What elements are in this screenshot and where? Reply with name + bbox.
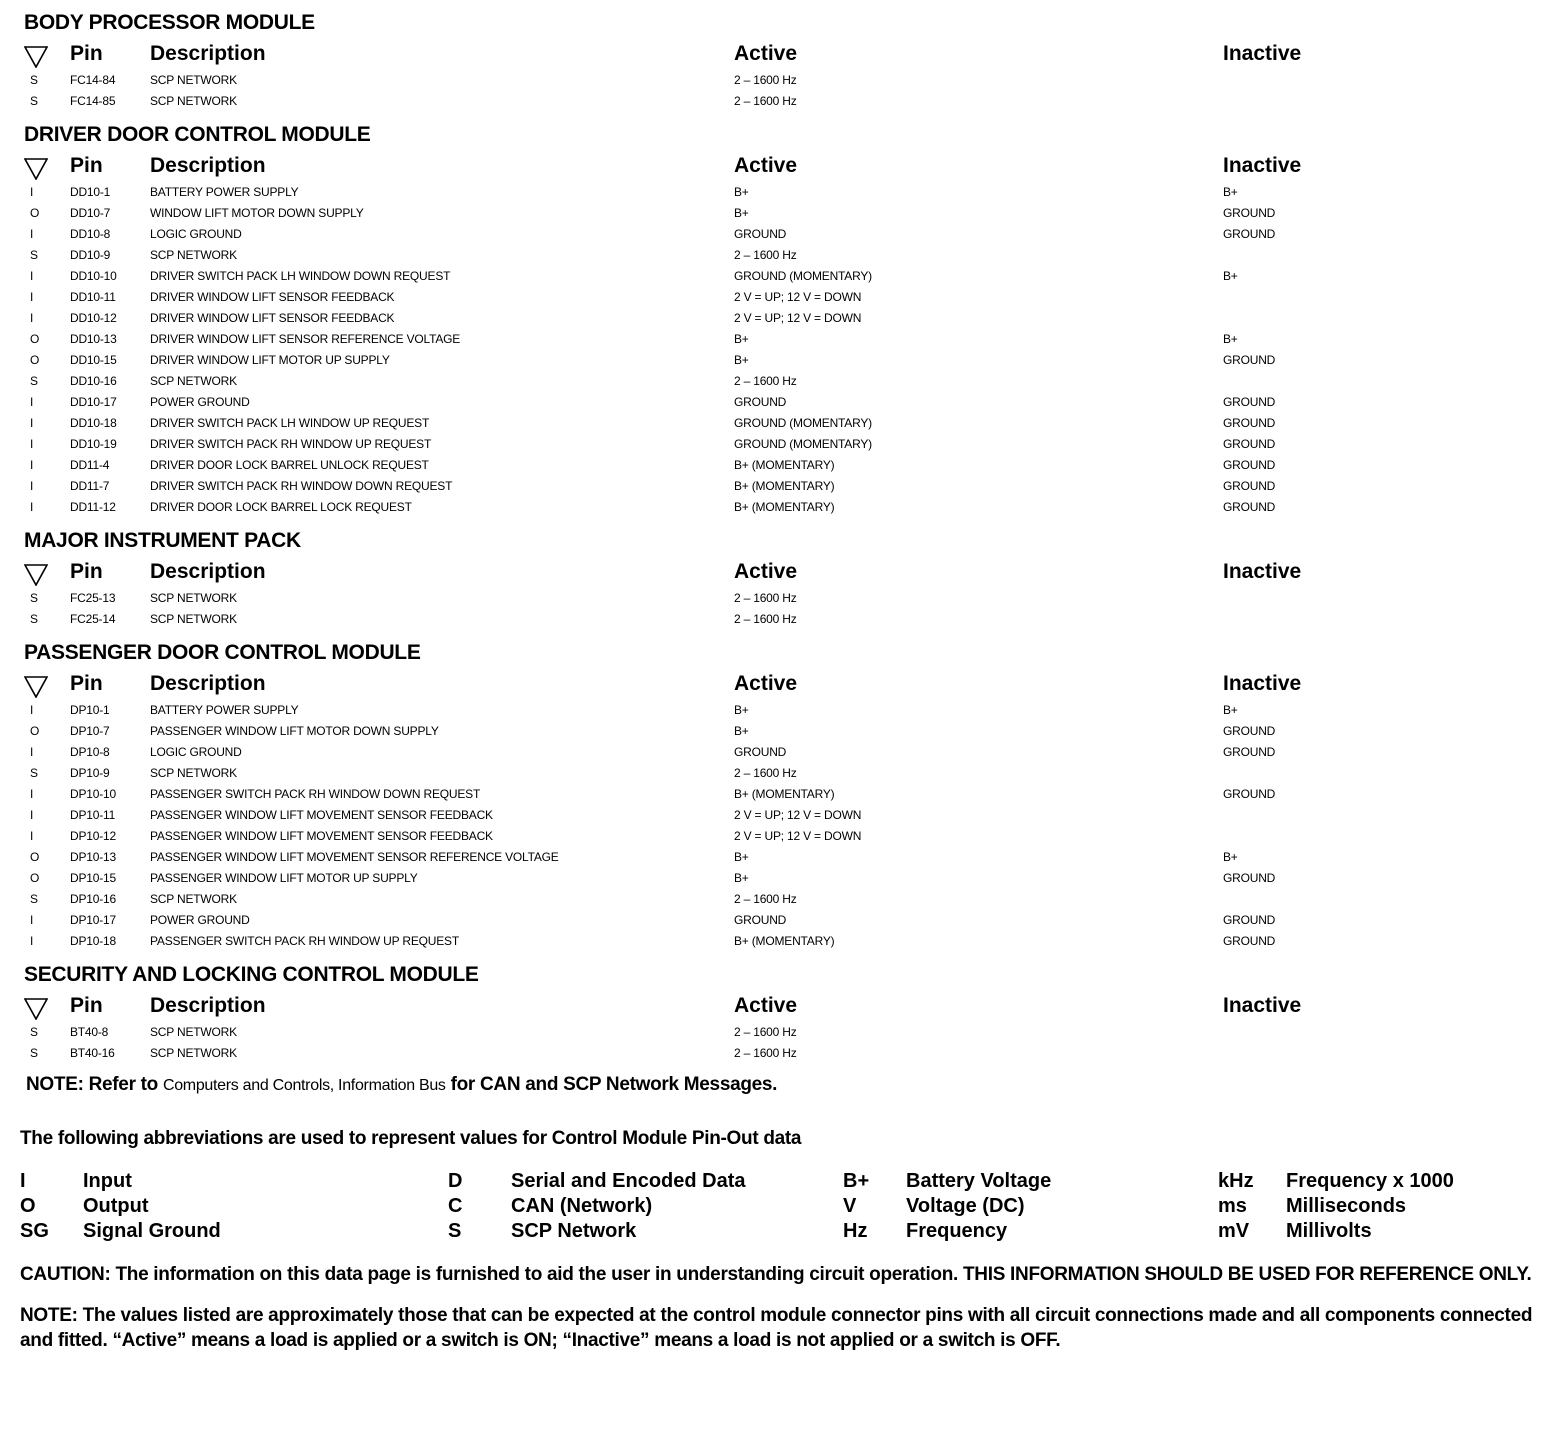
table-row [20, 889, 1550, 910]
inactive-value: GROUND [1223, 913, 1276, 927]
pin-description: SCP NETWORK [150, 612, 237, 626]
abbreviations-legend [20, 1170, 1550, 1248]
table-row [20, 70, 1550, 91]
active-value: GROUND [734, 227, 787, 241]
active-value: 2 V = UP; 12 V = DOWN [734, 808, 862, 822]
pin-type: S [30, 1046, 38, 1060]
table-row [20, 91, 1550, 112]
triangle-symbol-icon [24, 564, 48, 586]
module-title: MAJOR INSTRUMENT PACK [24, 529, 301, 552]
active-value: B+ (MOMENTARY) [734, 500, 835, 514]
pin-id: DP10-18 [70, 934, 116, 948]
pin-id: FC14-84 [70, 73, 116, 87]
header-description: Description [150, 154, 266, 177]
inactive-value: GROUND [1223, 724, 1276, 738]
table-row [20, 329, 1550, 350]
network-note [26, 1074, 1550, 1096]
pin-description: PASSENGER WINDOW LIFT MOTOR DOWN SUPPLY [150, 724, 439, 738]
table-row [20, 203, 1550, 224]
table-header [20, 40, 1550, 70]
table-row [20, 413, 1550, 434]
active-value: B+ (MOMENTARY) [734, 458, 835, 472]
table-row [20, 931, 1550, 952]
abbreviation-code: ms [1218, 1195, 1247, 1217]
pin-id: DD10-11 [70, 290, 116, 304]
header-active: Active [734, 154, 798, 177]
table-row [20, 266, 1550, 287]
pin-description: SCP NETWORK [150, 1046, 237, 1060]
abbreviation-meaning: Voltage (DC) [906, 1195, 1025, 1217]
active-value: 2 – 1600 Hz [734, 1025, 797, 1039]
active-value: 2 V = UP; 12 V = DOWN [734, 311, 862, 325]
table-row [20, 763, 1550, 784]
pin-id: DP10-15 [70, 871, 116, 885]
pin-description: PASSENGER SWITCH PACK RH WINDOW UP REQUEST [150, 934, 459, 948]
pin-description: DRIVER WINDOW LIFT MOTOR UP SUPPLY [150, 353, 390, 367]
pin-id: FC14-85 [70, 94, 116, 108]
active-value: B+ [734, 724, 749, 738]
inactive-value: GROUND [1223, 437, 1276, 451]
pin-description: DRIVER SWITCH PACK RH WINDOW UP REQUEST [150, 437, 432, 451]
active-value: GROUND (MOMENTARY) [734, 416, 872, 430]
pin-type: I [30, 290, 34, 304]
active-value: 2 – 1600 Hz [734, 374, 797, 388]
active-value: B+ (MOMENTARY) [734, 934, 835, 948]
pin-description: DRIVER SWITCH PACK LH WINDOW UP REQUEST [150, 416, 430, 430]
pin-description: BATTERY POWER SUPPLY [150, 185, 299, 199]
table-row [20, 847, 1550, 868]
pin-type: I [30, 829, 34, 843]
abbreviation-meaning: Battery Voltage [906, 1170, 1052, 1192]
pin-id: DD10-12 [70, 311, 117, 325]
pin-id: DD11-4 [70, 458, 110, 472]
table-row [20, 1043, 1550, 1064]
inactive-value: B+ [1223, 703, 1238, 717]
module-title: SECURITY AND LOCKING CONTROL MODULE [24, 963, 479, 986]
pin-description: POWER GROUND [150, 913, 250, 927]
abbreviation-meaning: Output [83, 1195, 149, 1217]
active-value: 2 – 1600 Hz [734, 892, 797, 906]
inactive-value: GROUND [1223, 416, 1276, 430]
pin-type: S [30, 766, 38, 780]
header-description: Description [150, 42, 266, 65]
pin-id: DP10-10 [70, 787, 116, 801]
inactive-value: GROUND [1223, 787, 1276, 801]
pin-id: DD11-12 [70, 500, 116, 514]
note-suffix: for CAN and SCP Network Messages. [445, 1074, 778, 1095]
active-value: B+ [734, 703, 749, 717]
active-value: 2 – 1600 Hz [734, 248, 797, 262]
pin-description: SCP NETWORK [150, 248, 237, 262]
pin-id: DD10-1 [70, 185, 111, 199]
pin-id: DD10-7 [70, 206, 111, 220]
triangle-symbol-icon [24, 998, 48, 1020]
inactive-value: GROUND [1223, 500, 1276, 514]
pin-id: DP10-16 [70, 892, 116, 906]
inactive-value: GROUND [1223, 395, 1276, 409]
header-description: Description [150, 672, 266, 695]
active-value: B+ [734, 353, 749, 367]
active-value: GROUND (MOMENTARY) [734, 437, 872, 451]
pin-type: I [30, 787, 34, 801]
pin-id: DD10-16 [70, 374, 117, 388]
inactive-value: GROUND [1223, 934, 1276, 948]
header-inactive: Inactive [1223, 154, 1302, 177]
active-value: GROUND (MOMENTARY) [734, 269, 872, 283]
abbreviation-code: Hz [843, 1220, 868, 1242]
table-row [20, 371, 1550, 392]
abbreviation-meaning: Millivolts [1286, 1220, 1372, 1242]
pin-type: S [30, 591, 38, 605]
module-section [20, 640, 1550, 952]
pin-type: O [30, 332, 40, 346]
pin-type: I [30, 500, 34, 514]
pin-description: DRIVER DOOR LOCK BARREL UNLOCK REQUEST [150, 458, 429, 472]
abbreviation-meaning: Signal Ground [83, 1220, 221, 1242]
table-row [20, 805, 1550, 826]
pin-type: I [30, 311, 34, 325]
header-description: Description [150, 994, 266, 1017]
table-row [20, 392, 1550, 413]
table-row [20, 826, 1550, 847]
header-inactive: Inactive [1223, 560, 1302, 583]
pin-description: PASSENGER WINDOW LIFT MOVEMENT SENSOR REFERENCE VOLTAGE [150, 850, 559, 864]
header-inactive: Inactive [1223, 994, 1302, 1017]
header-pin: Pin [70, 672, 103, 695]
pin-id: DP10-8 [70, 745, 110, 759]
pin-id: DP10-9 [70, 766, 110, 780]
table-row [20, 182, 1550, 203]
table-row [20, 1022, 1550, 1043]
pin-type: I [30, 745, 34, 759]
table-row [20, 910, 1550, 931]
abbreviation-meaning: CAN (Network) [511, 1195, 653, 1217]
pin-description: DRIVER DOOR LOCK BARREL LOCK REQUEST [150, 500, 412, 514]
abbreviation-code: S [448, 1220, 462, 1242]
table-row [20, 721, 1550, 742]
table-row [20, 784, 1550, 805]
pin-description: WINDOW LIFT MOTOR DOWN SUPPLY [150, 206, 364, 220]
inactive-value: B+ [1223, 850, 1238, 864]
triangle-symbol-icon [24, 46, 48, 68]
abbreviation-meaning: Input [83, 1170, 132, 1192]
pin-description: POWER GROUND [150, 395, 250, 409]
abbreviation-row [20, 1220, 1550, 1245]
abbreviation-meaning: Serial and Encoded Data [511, 1170, 746, 1192]
pin-type: I [30, 479, 34, 493]
table-row [20, 609, 1550, 630]
pin-description: PASSENGER SWITCH PACK RH WINDOW DOWN REQUEST [150, 787, 481, 801]
header-active: Active [734, 560, 798, 583]
pin-description: PASSENGER WINDOW LIFT MOVEMENT SENSOR FEEDBACK [150, 808, 493, 822]
inactive-value: GROUND [1223, 353, 1276, 367]
pin-id: DD10-10 [70, 269, 117, 283]
pin-type: I [30, 437, 34, 451]
note-prefix: NOTE: Refer to [26, 1074, 163, 1095]
abbreviations-intro: The following abbreviations are used to represent values for Control Module Pin-Out data [20, 1128, 802, 1149]
table-header [20, 558, 1550, 588]
active-value: 2 – 1600 Hz [734, 94, 797, 108]
abbreviation-code: SG [20, 1220, 49, 1242]
module-title: DRIVER DOOR CONTROL MODULE [24, 123, 371, 146]
pin-id: DP10-13 [70, 850, 116, 864]
pin-type: S [30, 73, 38, 87]
inactive-value: B+ [1223, 269, 1238, 283]
table-header [20, 670, 1550, 700]
pin-type: O [30, 724, 40, 738]
pin-type: S [30, 248, 38, 262]
note-reference: Computers and Controls, Information Bus [162, 1077, 446, 1094]
module-section [20, 122, 1550, 518]
pin-id: BT40-16 [70, 1046, 115, 1060]
pin-description: PASSENGER WINDOW LIFT MOVEMENT SENSOR FEEDBACK [150, 829, 493, 843]
pin-description: SCP NETWORK [150, 73, 237, 87]
module-section [20, 962, 1550, 1064]
pin-type: I [30, 458, 34, 472]
values-note: NOTE: The values listed are approximately those that can be expected at the control module connector pins with all circuit connections made and all components connected and fitted. “Active” means a load is applied or a switch is ON; “Inactive” means a load is not applied or a switch is OFF. [20, 1305, 1533, 1351]
pin-description: SCP NETWORK [150, 94, 237, 108]
active-value: B+ [734, 185, 749, 199]
pin-description: SCP NETWORK [150, 892, 237, 906]
pin-description: BATTERY POWER SUPPLY [150, 703, 299, 717]
pin-type: I [30, 185, 34, 199]
abbreviation-meaning: Frequency [906, 1220, 1008, 1242]
table-row [20, 497, 1550, 518]
inactive-value: GROUND [1223, 458, 1276, 472]
active-value: 2 – 1600 Hz [734, 1046, 797, 1060]
module-title: BODY PROCESSOR MODULE [24, 11, 315, 34]
pin-description: SCP NETWORK [150, 766, 237, 780]
table-row [20, 350, 1550, 371]
pin-type: S [30, 892, 38, 906]
pin-id: DP10-7 [70, 724, 110, 738]
active-value: B+ [734, 871, 749, 885]
abbreviation-code: kHz [1218, 1170, 1254, 1192]
pin-type: S [30, 1025, 38, 1039]
pin-type: O [30, 850, 40, 864]
table-row [20, 434, 1550, 455]
header-pin: Pin [70, 994, 103, 1017]
pin-id: DD10-8 [70, 227, 111, 241]
active-value: GROUND [734, 745, 787, 759]
inactive-value: GROUND [1223, 871, 1276, 885]
table-row [20, 224, 1550, 245]
header-pin: Pin [70, 560, 103, 583]
inactive-value: GROUND [1223, 745, 1276, 759]
header-description: Description [150, 560, 266, 583]
pin-id: DP10-11 [70, 808, 116, 822]
pin-type: O [30, 206, 40, 220]
active-value: 2 V = UP; 12 V = DOWN [734, 829, 862, 843]
pin-description: DRIVER SWITCH PACK RH WINDOW DOWN REQUEST [150, 479, 453, 493]
pin-description: DRIVER WINDOW LIFT SENSOR REFERENCE VOLTAGE [150, 332, 461, 346]
header-active: Active [734, 42, 798, 65]
abbreviation-code: D [448, 1170, 463, 1192]
pin-type: I [30, 269, 34, 283]
header-inactive: Inactive [1223, 672, 1302, 695]
pin-type: O [30, 353, 40, 367]
abbreviation-row [20, 1170, 1550, 1195]
table-header [20, 992, 1550, 1022]
table-row [20, 455, 1550, 476]
pin-id: DP10-1 [70, 703, 110, 717]
pin-description: SCP NETWORK [150, 591, 237, 605]
pin-type: S [30, 94, 38, 108]
pin-id: BT40-8 [70, 1025, 109, 1039]
active-value: 2 – 1600 Hz [734, 591, 797, 605]
abbreviation-code: B+ [843, 1170, 870, 1192]
header-active: Active [734, 672, 798, 695]
abbreviation-code: I [20, 1170, 26, 1192]
pin-description: DRIVER SWITCH PACK LH WINDOW DOWN REQUEST [150, 269, 451, 283]
active-value: 2 – 1600 Hz [734, 766, 797, 780]
pin-type: I [30, 416, 34, 430]
pin-description: DRIVER WINDOW LIFT SENSOR FEEDBACK [150, 290, 395, 304]
active-value: 2 – 1600 Hz [734, 612, 797, 626]
pin-id: FC25-13 [70, 591, 116, 605]
abbreviation-row [20, 1195, 1550, 1220]
pin-type: I [30, 934, 34, 948]
pin-id: FC25-14 [70, 612, 116, 626]
pin-id: DD10-18 [70, 416, 117, 430]
pin-description: SCP NETWORK [150, 374, 237, 388]
module-section [20, 10, 1550, 112]
pin-type: I [30, 913, 34, 927]
pin-id: DP10-17 [70, 913, 116, 927]
triangle-symbol-icon [24, 158, 48, 180]
triangle-symbol-icon [24, 676, 48, 698]
pin-id: DD11-7 [70, 479, 110, 493]
pin-description: PASSENGER WINDOW LIFT MOTOR UP SUPPLY [150, 871, 418, 885]
pin-id: DP10-12 [70, 829, 116, 843]
pin-type: I [30, 395, 34, 409]
table-row [20, 476, 1550, 497]
pin-description: LOGIC GROUND [150, 227, 242, 241]
caution-text: CAUTION: The information on this data page is furnished to aid the user in understanding circuit operation. THIS INFORMATION SHOULD BE USED FOR REFERENCE ONLY. [20, 1264, 1532, 1285]
active-value: GROUND [734, 913, 787, 927]
pin-type: I [30, 808, 34, 822]
inactive-value: B+ [1223, 185, 1238, 199]
abbreviation-meaning: SCP Network [511, 1220, 637, 1242]
inactive-value: B+ [1223, 332, 1238, 346]
pinout-page [20, 10, 1550, 1353]
inactive-value: GROUND [1223, 206, 1276, 220]
pin-type: O [30, 871, 40, 885]
module-section [20, 528, 1550, 630]
table-row [20, 700, 1550, 721]
pin-id: DD10-15 [70, 353, 117, 367]
table-row [20, 868, 1550, 889]
active-value: B+ (MOMENTARY) [734, 479, 835, 493]
table-row [20, 588, 1550, 609]
header-inactive: Inactive [1223, 42, 1302, 65]
abbreviation-code: V [843, 1195, 857, 1217]
pin-type: S [30, 612, 38, 626]
active-value: B+ [734, 850, 749, 864]
inactive-value: GROUND [1223, 227, 1276, 241]
active-value: B+ [734, 332, 749, 346]
pin-id: DD10-19 [70, 437, 117, 451]
pin-description: SCP NETWORK [150, 1025, 237, 1039]
pin-id: DD10-9 [70, 248, 111, 262]
table-row [20, 742, 1550, 763]
pin-type: I [30, 227, 34, 241]
inactive-value: GROUND [1223, 479, 1276, 493]
module-title: PASSENGER DOOR CONTROL MODULE [24, 641, 421, 664]
module-list [20, 10, 1550, 1064]
pin-id: DD10-17 [70, 395, 117, 409]
abbreviation-code: C [448, 1195, 463, 1217]
pin-description: LOGIC GROUND [150, 745, 242, 759]
pin-description: DRIVER WINDOW LIFT SENSOR FEEDBACK [150, 311, 395, 325]
pin-id: DD10-13 [70, 332, 117, 346]
table-row [20, 287, 1550, 308]
active-value: B+ [734, 206, 749, 220]
abbreviation-meaning: Frequency x 1000 [1286, 1170, 1454, 1192]
header-active: Active [734, 994, 798, 1017]
abbreviation-code: mV [1218, 1220, 1250, 1242]
pin-type: I [30, 703, 34, 717]
abbreviation-code: O [20, 1195, 36, 1217]
active-value: GROUND [734, 395, 787, 409]
pin-type: S [30, 374, 38, 388]
abbreviation-meaning: Milliseconds [1286, 1195, 1407, 1217]
active-value: B+ (MOMENTARY) [734, 787, 835, 801]
table-row [20, 245, 1550, 266]
table-row [20, 308, 1550, 329]
table-header [20, 152, 1550, 182]
active-value: 2 V = UP; 12 V = DOWN [734, 290, 862, 304]
header-pin: Pin [70, 154, 103, 177]
header-pin: Pin [70, 42, 103, 65]
active-value: 2 – 1600 Hz [734, 73, 797, 87]
